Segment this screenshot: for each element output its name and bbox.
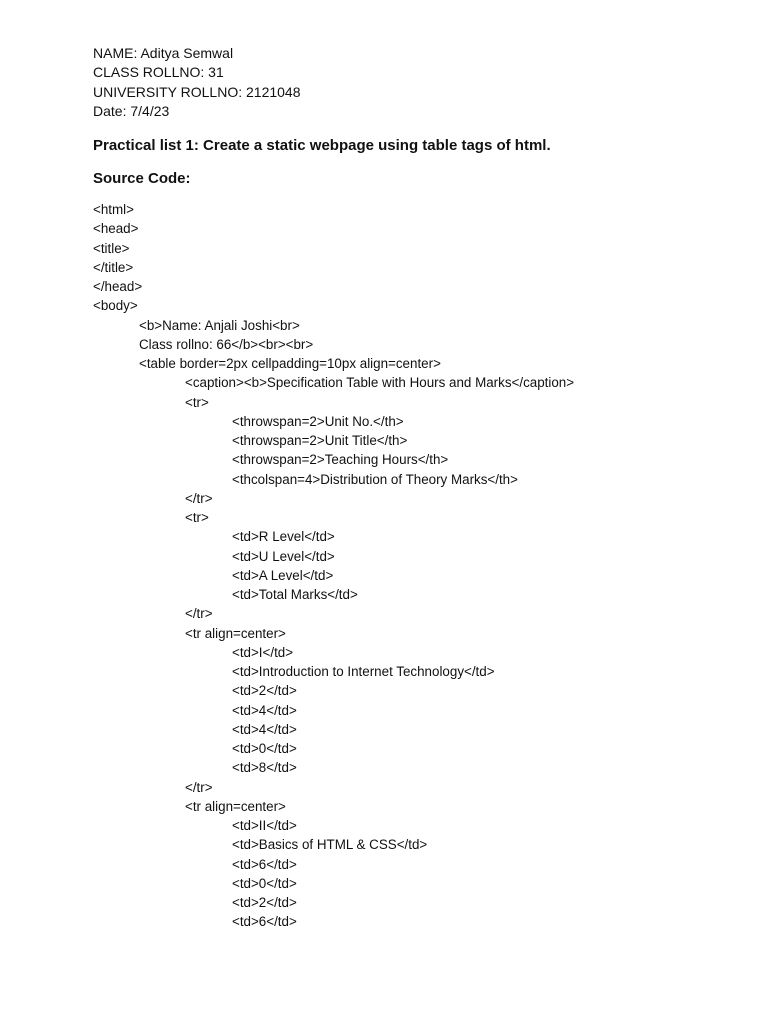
code-line: <table border=2px cellpadding=10px align=center> <box>139 356 441 371</box>
code-line: <tr> <box>185 394 209 410</box>
code-line: <thcolspan=4>Distribution of Theory Marks</th> <box>232 471 518 487</box>
code-line: <html> <box>93 202 134 217</box>
code-line: <tr align=center> <box>185 625 286 641</box>
code-line: <td>6</td> <box>232 914 297 930</box>
code-line: <td>4</td> <box>232 721 297 737</box>
student-info-block <box>93 44 301 121</box>
code-line: Class rollno: 66</b><br><br> <box>139 336 314 352</box>
code-line: <td>2</td> <box>232 683 297 699</box>
code-line: <td>A Level</td> <box>232 567 334 583</box>
code-line: <body> <box>93 298 138 314</box>
code-line: <throwspan=2>Unit No.</th> <box>232 413 404 429</box>
code-line: <td>0</td> <box>232 875 297 891</box>
code-line: <td>Basics of HTML & CSS</td> <box>232 837 428 853</box>
code-line: <td>Total Marks</td> <box>232 587 358 602</box>
class-rollno: CLASS ROLLNO: 31 <box>93 64 224 81</box>
code-line: <tr> <box>185 510 209 525</box>
code-line: </title> <box>93 259 134 275</box>
code-line: <td>0</td> <box>232 741 297 756</box>
code-line: </head> <box>93 279 143 294</box>
code-line: <head> <box>93 221 139 237</box>
code-line: <td>2</td> <box>232 895 297 910</box>
code-line: <throwspan=2>Unit Title</th> <box>232 433 408 448</box>
university-rollno: UNIVERSITY ROLLNO: 2121048 <box>93 83 301 100</box>
source-code-block <box>93 200 574 932</box>
code-line: </tr> <box>185 606 213 622</box>
code-line: <throwspan=2>Teaching Hours</th> <box>232 452 449 468</box>
code-line: <tr align=center> <box>185 798 286 814</box>
practical-title: Practical list 1: Create a static webpage using table tags of html. <box>93 137 551 154</box>
date: Date: 7/4/23 <box>93 102 170 119</box>
student-name: NAME: Aditya Semwal <box>93 45 234 61</box>
code-line: </tr> <box>185 490 213 506</box>
source-code-heading: Source Code: <box>93 170 191 187</box>
code-line: </tr> <box>185 779 213 795</box>
code-line: <title> <box>93 240 130 256</box>
code-line: <td>U Level</td> <box>232 548 335 564</box>
code-line: <td>6</td> <box>232 856 297 872</box>
code-line: <td>I</td> <box>232 644 294 660</box>
code-line: <td>Introduction to Internet Technology</td> <box>232 664 495 679</box>
code-line: <b>Name: Anjali Joshi<br> <box>139 317 300 333</box>
code-line: <td>R Level</td> <box>232 529 335 545</box>
code-line: <td>8</td> <box>232 760 297 776</box>
code-line: <td>II</td> <box>232 818 297 833</box>
code-line: <td>4</td> <box>232 702 297 718</box>
code-line: <caption><b>Specification Table with Hours and Marks</caption> <box>185 375 575 391</box>
